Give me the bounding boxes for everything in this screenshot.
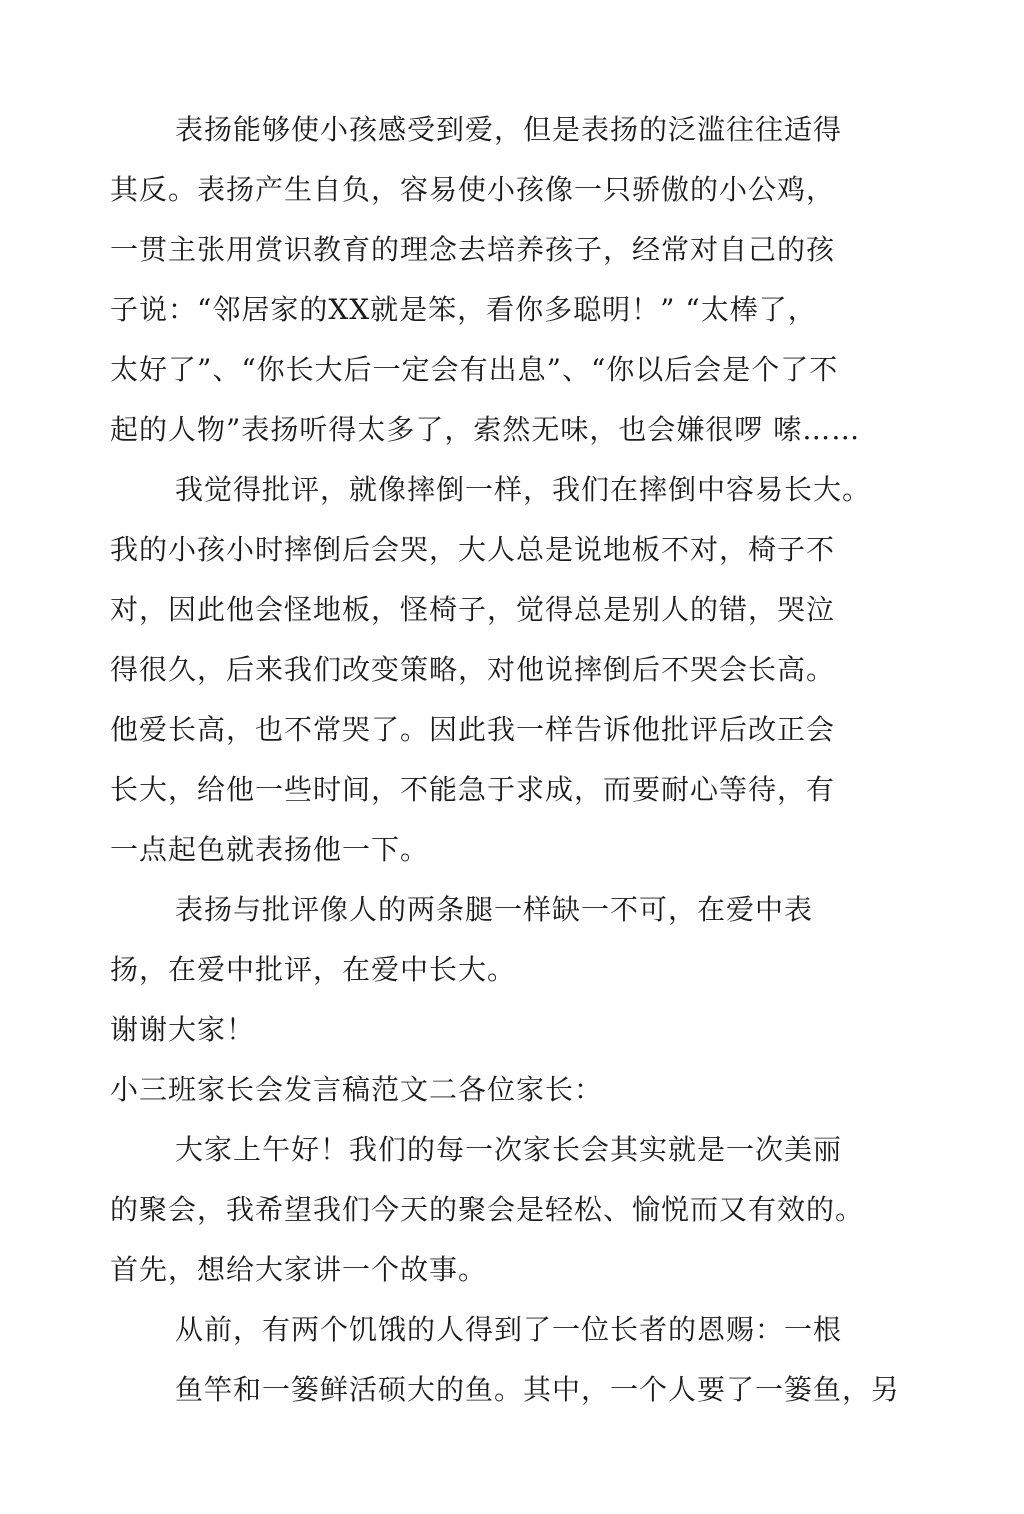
paragraph-line: 我觉得批评，就像摔倒一样，我们在摔倒中容易长大。: [175, 473, 872, 506]
paragraph-line: 其反。表扬产生自负，容易使小孩像一只骄傲的小公鸡，: [110, 173, 836, 206]
paragraph-line: 他爱长高，也不常哭了。因此我一样告诉他批评后改正会: [110, 713, 836, 746]
paragraph-line: 得很久，后来我们改变策略，对他说摔倒后不哭会长高。: [110, 653, 836, 686]
paragraph-line: 我的小孩小时摔倒后会哭，大人总是说地板不对，椅子不: [110, 533, 836, 566]
paragraph-line: 的聚会，我希望我们今天的聚会是轻松、愉悦而又有效的。: [110, 1193, 865, 1226]
paragraph-line: 太好了”、“你长大后一定会有出息”、“你以后会是个了不: [110, 353, 839, 386]
paragraph-line: 鱼竿和一篓鲜活硕大的鱼。其中，一个人要了一篓鱼，另: [175, 1373, 901, 1406]
section-heading: 小三班家长会发言稿范文二各位家长：: [110, 1073, 604, 1106]
paragraph-line: 长大，给他一些时间，不能急于求成，而要耐心等待，有: [110, 773, 836, 806]
paragraph-line: 表扬能够使小孩感受到爱，但是表扬的泛滥往往适得: [175, 113, 843, 146]
paragraph-line: 子说：“邻居家的XX就是笨，看你多聪明！” “太棒了，: [110, 293, 817, 326]
paragraph-line: 扬，在爱中批评，在爱中长大。: [110, 953, 517, 986]
paragraph-line: 首先，想给大家讲一个故事。: [110, 1253, 488, 1286]
paragraph-line: 起的人物”表扬听得太多了，索然无味，也会嫌很啰 嗦……: [110, 413, 861, 446]
paragraph-line: 一贯主张用赏识教育的理念去培养孩子，经常对自己的孩: [110, 233, 836, 266]
paragraph-line: 从前，有两个饥饿的人得到了一位长者的恩赐：一根: [175, 1313, 843, 1346]
paragraph-line: 表扬与批评像人的两条腿一样缺一不可，在爱中表: [175, 893, 814, 926]
paragraph-line: 对，因此他会怪地板，怪椅子，觉得总是别人的错，哭泣: [110, 593, 836, 626]
paragraph-line: 大家上午好！我们的每一次家长会其实就是一次美丽: [175, 1133, 843, 1166]
paragraph-line: 谢谢大家！: [110, 1013, 256, 1046]
paragraph-line: 一点起色就表扬他一下。: [110, 833, 430, 866]
